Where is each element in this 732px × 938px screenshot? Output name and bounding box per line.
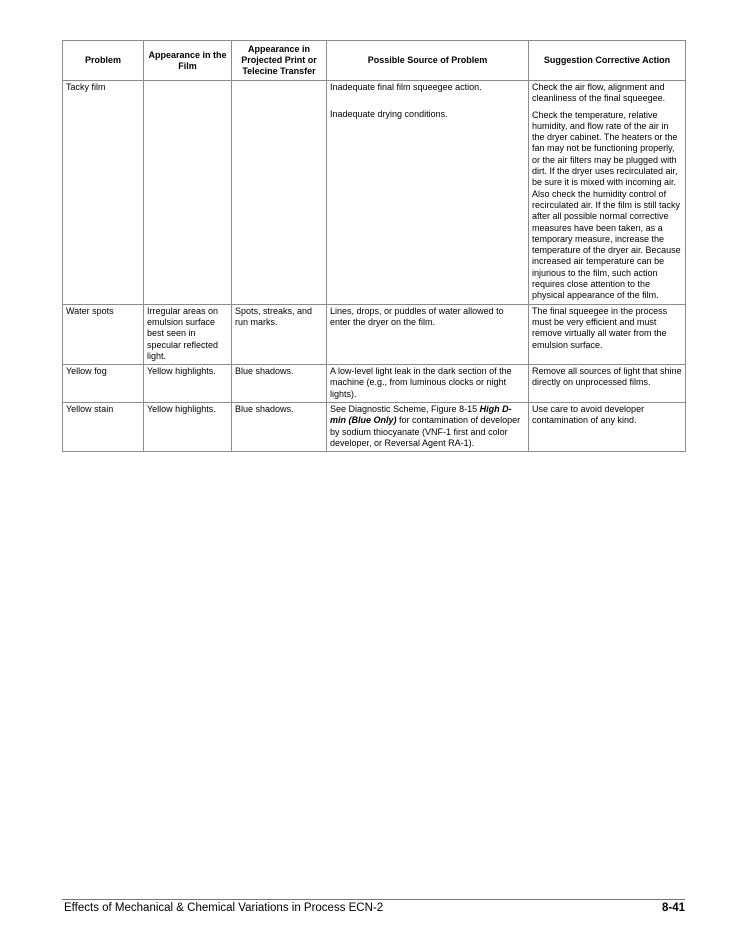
cell-problem: Yellow stain	[63, 403, 144, 452]
header-possible-source: Possible Source of Problem	[327, 41, 529, 81]
cell-source: A low-level light leak in the dark section of the machine (e.g., from luminous clocks or night lights).	[327, 365, 529, 403]
cell-problem: Tacky film	[63, 81, 144, 305]
cell-source: Lines, drops, or puddles of water allowed to enter the dryer on the film.	[327, 304, 529, 364]
table-row	[63, 403, 686, 452]
cell-action	[529, 81, 686, 305]
cell-problem: Yellow fog	[63, 365, 144, 403]
cell-action: Use care to avoid developer contamination of any kind.	[529, 403, 686, 452]
page-footer	[62, 899, 685, 918]
action-text: Check the temperature, relative humidity, and flow rate of the air in the dryer cabinet. The heaters or the fan may not be functioning properly, or the air filters may be plugged with dirt. If the dryer uses recirculated air, be sure it is mixed with incoming air. Also check the humidity control of recirculated air. If the film is still tacky after all possible normal corrective measures have been taken, as a temporary measure, increase the temperature of the dryer air. Because increased air temperature can be injurious to the film, such action requires close attention to the physical appearance of the film.	[532, 109, 681, 301]
table-row	[63, 81, 686, 305]
cell-print: Spots, streaks, and run marks.	[232, 304, 327, 364]
cell-source	[327, 81, 529, 305]
figure-reference: High D-min (Blue Only)	[330, 404, 512, 426]
cell-print: Blue shadows.	[232, 365, 327, 403]
cell-film	[144, 81, 232, 305]
troubleshooting-table	[62, 40, 686, 452]
source-text: See Diagnostic Scheme, Figure 8-15	[330, 404, 480, 415]
source-text: for contamination of developer by sodium thiocyanate (VNF-1 first and color developer, or Reversal Agent RA-1).	[330, 415, 521, 448]
cell-source	[327, 403, 529, 452]
cell-film: Irregular areas on emulsion surface best seen in specular reflected light.	[144, 304, 232, 364]
cell-print	[232, 81, 327, 305]
cell-action: Remove all sources of light that shine directly on unprocessed films.	[529, 365, 686, 403]
table-row	[63, 304, 686, 364]
header-corrective-action: Suggestion Corrective Action	[529, 41, 686, 81]
header-problem: Problem	[63, 41, 144, 81]
footer-title: Effects of Mechanical & Chemical Variations in Process ECN-2	[64, 902, 384, 914]
table-row	[63, 365, 686, 403]
source-text: Inadequate drying conditions.	[330, 109, 448, 120]
source-text: Inadequate final film squeegee action.	[330, 82, 482, 92]
header-appearance-film: Appearance in the Film	[144, 41, 232, 81]
cell-action: The final squeegee in the process must be very efficient and must remove virtually all water from the emulsion surface.	[529, 304, 686, 364]
table-header-row	[63, 41, 686, 81]
cell-film: Yellow highlights.	[144, 403, 232, 452]
page-number: 8-41	[661, 902, 685, 914]
cell-print: Blue shadows.	[232, 403, 327, 452]
cell-film: Yellow highlights.	[144, 365, 232, 403]
cell-problem: Water spots	[63, 304, 144, 364]
header-appearance-print: Appearance in Projected Print or Telecine Transfer	[232, 41, 327, 81]
action-text: Check the air flow, alignment and cleanliness of the final squeegee.	[532, 82, 666, 104]
